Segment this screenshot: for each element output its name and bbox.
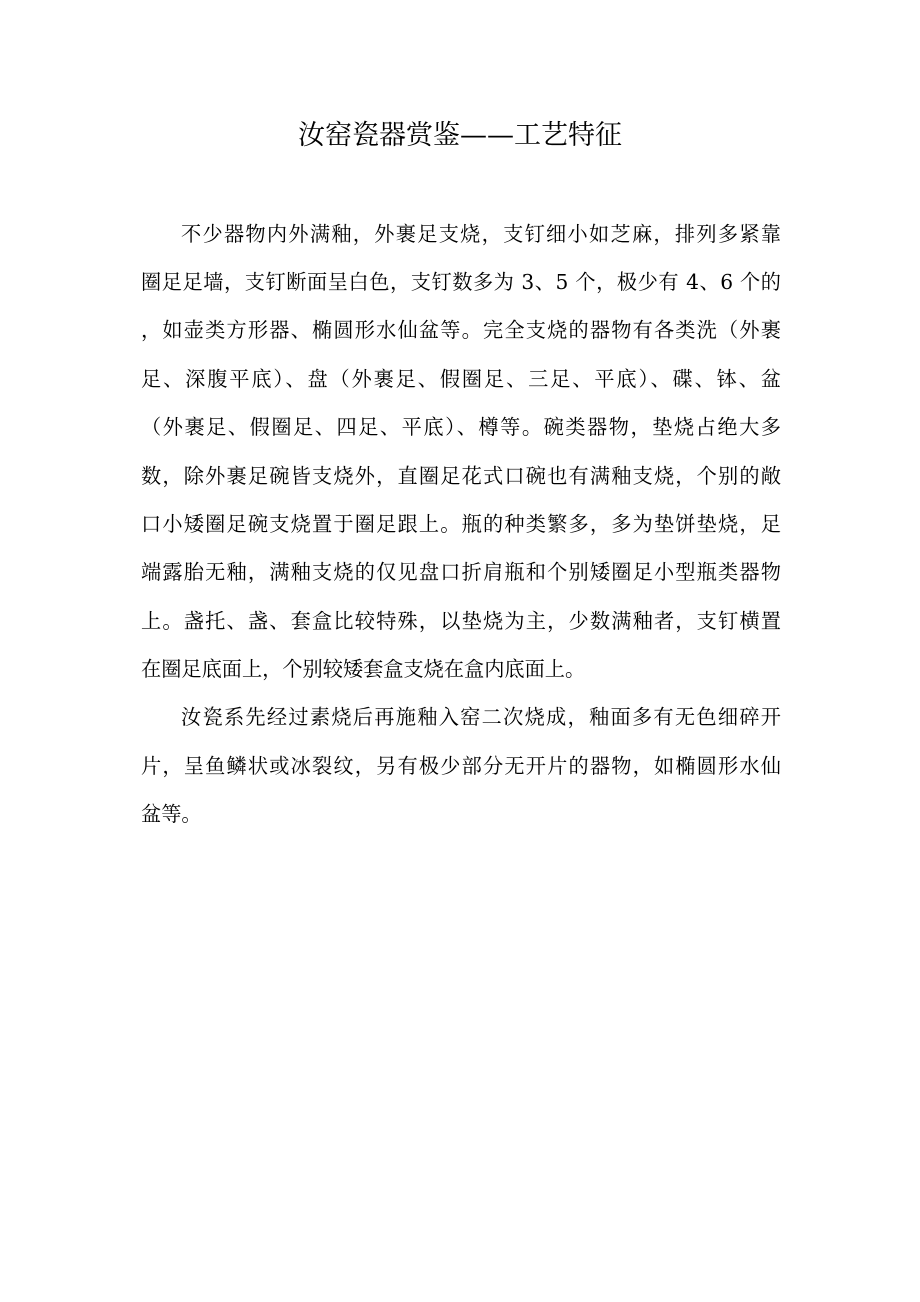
paragraph-line: 盆等。 [141, 802, 202, 826]
paragraph-line: ，如壶类方形器、椭圆形水仙盆等。完全支烧的器物有各类洗（外裹 [141, 318, 781, 342]
paragraph-line: 汝瓷系先经过素烧后再施釉入窑二次烧成，釉面多有无色细碎开 [181, 705, 781, 729]
paragraph-line: 不少器物内外满釉，外裹足支烧，支钉细小如芝麻，排列多紧靠 [181, 222, 781, 246]
paragraph-line: （外裹足、假圈足、四足、平底）、樽等。碗类器物，垫烧占绝大多 [141, 415, 781, 439]
paragraph-line: 圈足足墙，支钉断面呈白色，支钉数多为 3、5 个，极少有 4、6 个的 [141, 270, 781, 294]
paragraph-line: 片，呈鱼鳞状或冰裂纹，另有极少部分无开片的器物，如椭圆形水仙 [141, 754, 781, 778]
paragraph-line: 上。盏托、盏、套盒比较特殊，以垫烧为主，少数满釉者，支钉横置 [141, 609, 781, 633]
paragraph-line: 足、深腹平底）、盘（外裹足、假圈足、三足、平底）、碟、钵、盆 [141, 367, 781, 391]
document-title: 汝窑瓷器赏鉴——工艺特征 [298, 120, 622, 151]
paragraph-line: 在圈足底面上，个别较矮套盒支烧在盒内底面上。 [141, 657, 586, 681]
paragraph-line: 端露胎无釉，满釉支烧的仅见盘口折肩瓶和个别矮圈足小型瓶类器物 [141, 560, 781, 584]
paragraph-line: 口小矮圈足碗支烧置于圈足跟上。瓶的种类繁多，多为垫饼垫烧，足 [141, 512, 781, 536]
paragraph-line: 数，除外裹足碗皆支烧外，直圈足花式口碗也有满釉支烧，个别的敞 [141, 464, 781, 488]
